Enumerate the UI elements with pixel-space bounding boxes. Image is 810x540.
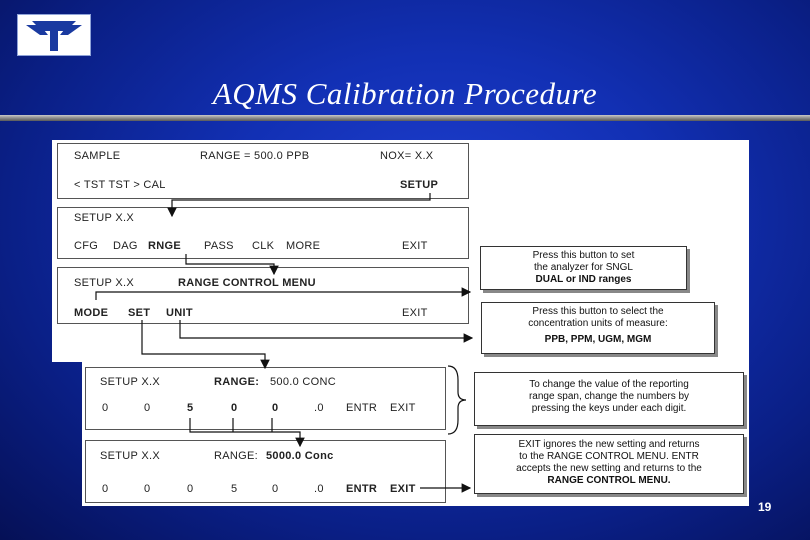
nox-readout: NOX= X.X <box>380 150 434 162</box>
mode-key[interactable]: MODE <box>74 307 109 319</box>
entr-key[interactable]: ENTR <box>346 402 378 414</box>
exit-key[interactable]: EXIT <box>390 402 416 414</box>
rnge-key[interactable]: RNGE <box>148 240 181 252</box>
range-prefix: RANGE: <box>214 376 260 388</box>
setup-label: SETUP X.X <box>74 212 134 224</box>
digit-key-5[interactable]: 0 <box>272 402 279 414</box>
bracket <box>448 366 466 434</box>
callout-line: RANGE CONTROL MENU. <box>547 475 671 486</box>
callout-line: the analyzer for SNGL <box>534 262 633 273</box>
setup-label: SETUP X.X <box>74 277 134 289</box>
range-value: 5000.0 Conc <box>266 450 334 462</box>
sample-label: SAMPLE <box>74 150 121 162</box>
callout-line: To change the value of the reporting <box>529 379 689 390</box>
digit-key-2[interactable]: 0 <box>144 402 151 414</box>
exit-key[interactable]: EXIT <box>402 240 428 252</box>
range-prefix: RANGE: <box>214 450 258 462</box>
arrow-digit-change <box>190 418 300 446</box>
exit-key[interactable]: EXIT <box>390 483 416 495</box>
range-control-menu-label: RANGE CONTROL MENU <box>178 277 316 289</box>
digit-key-1[interactable]: 0 <box>102 402 109 414</box>
tst-cal-keys[interactable]: < TST TST > CAL <box>74 179 166 191</box>
slide-title: AQMS Calibration Procedure <box>212 76 598 111</box>
unit-key[interactable]: UNIT <box>166 307 193 319</box>
range-readout: RANGE = 500.0 PPB <box>200 150 310 162</box>
digit-key-4[interactable]: 5 <box>231 483 238 495</box>
arrow-set <box>142 320 265 368</box>
digit-key-2[interactable]: 0 <box>144 483 151 495</box>
callout-line: concentration units of measure: <box>528 318 668 329</box>
range-value: 500.0 CONC <box>270 376 336 388</box>
callout-line: PPB, PPM, UGM, MGM <box>544 334 652 345</box>
callout-line: Press this button to select the <box>532 306 664 317</box>
digit-key-5[interactable]: 0 <box>272 483 279 495</box>
callout-line: accepts the new setting and returns to the <box>516 463 702 474</box>
setup-label: SETUP X.X <box>100 450 160 462</box>
arrow-setup <box>172 193 430 216</box>
digit-key-3[interactable]: 5 <box>187 402 194 414</box>
digit-key-6[interactable]: .0 <box>314 483 324 495</box>
digit-key-4[interactable]: 0 <box>231 402 238 414</box>
dag-key[interactable]: DAG <box>113 240 138 252</box>
page-number: 19 <box>758 500 772 514</box>
entr-key[interactable]: ENTR <box>346 483 378 495</box>
exit-key[interactable]: EXIT <box>402 307 428 319</box>
callout-line: DUAL or IND ranges <box>535 274 632 285</box>
set-key[interactable]: SET <box>128 307 151 319</box>
setup-label: SETUP X.X <box>100 376 160 388</box>
arrow-mode-callout <box>96 292 470 300</box>
arrow-unit-callout <box>180 320 472 338</box>
pass-key[interactable]: PASS <box>204 240 234 252</box>
callout-line: pressing the keys under each digit. <box>531 403 687 414</box>
more-key[interactable]: MORE <box>286 240 321 252</box>
digit-key-1[interactable]: 0 <box>102 483 109 495</box>
callout-line: Press this button to set <box>532 250 635 261</box>
digit-key-6[interactable]: .0 <box>314 402 324 414</box>
callout-line: EXIT ignores the new setting and returns <box>518 439 700 450</box>
callout-line: range span, change the numbers by <box>528 391 690 402</box>
callout-line: to the RANGE CONTROL MENU. ENTR <box>519 451 699 462</box>
setup-key[interactable]: SETUP <box>400 179 439 191</box>
cfg-key[interactable]: CFG <box>74 240 99 252</box>
clk-key[interactable]: CLK <box>252 240 275 252</box>
arrow-rnge <box>186 254 274 274</box>
digit-key-3[interactable]: 0 <box>187 483 194 495</box>
